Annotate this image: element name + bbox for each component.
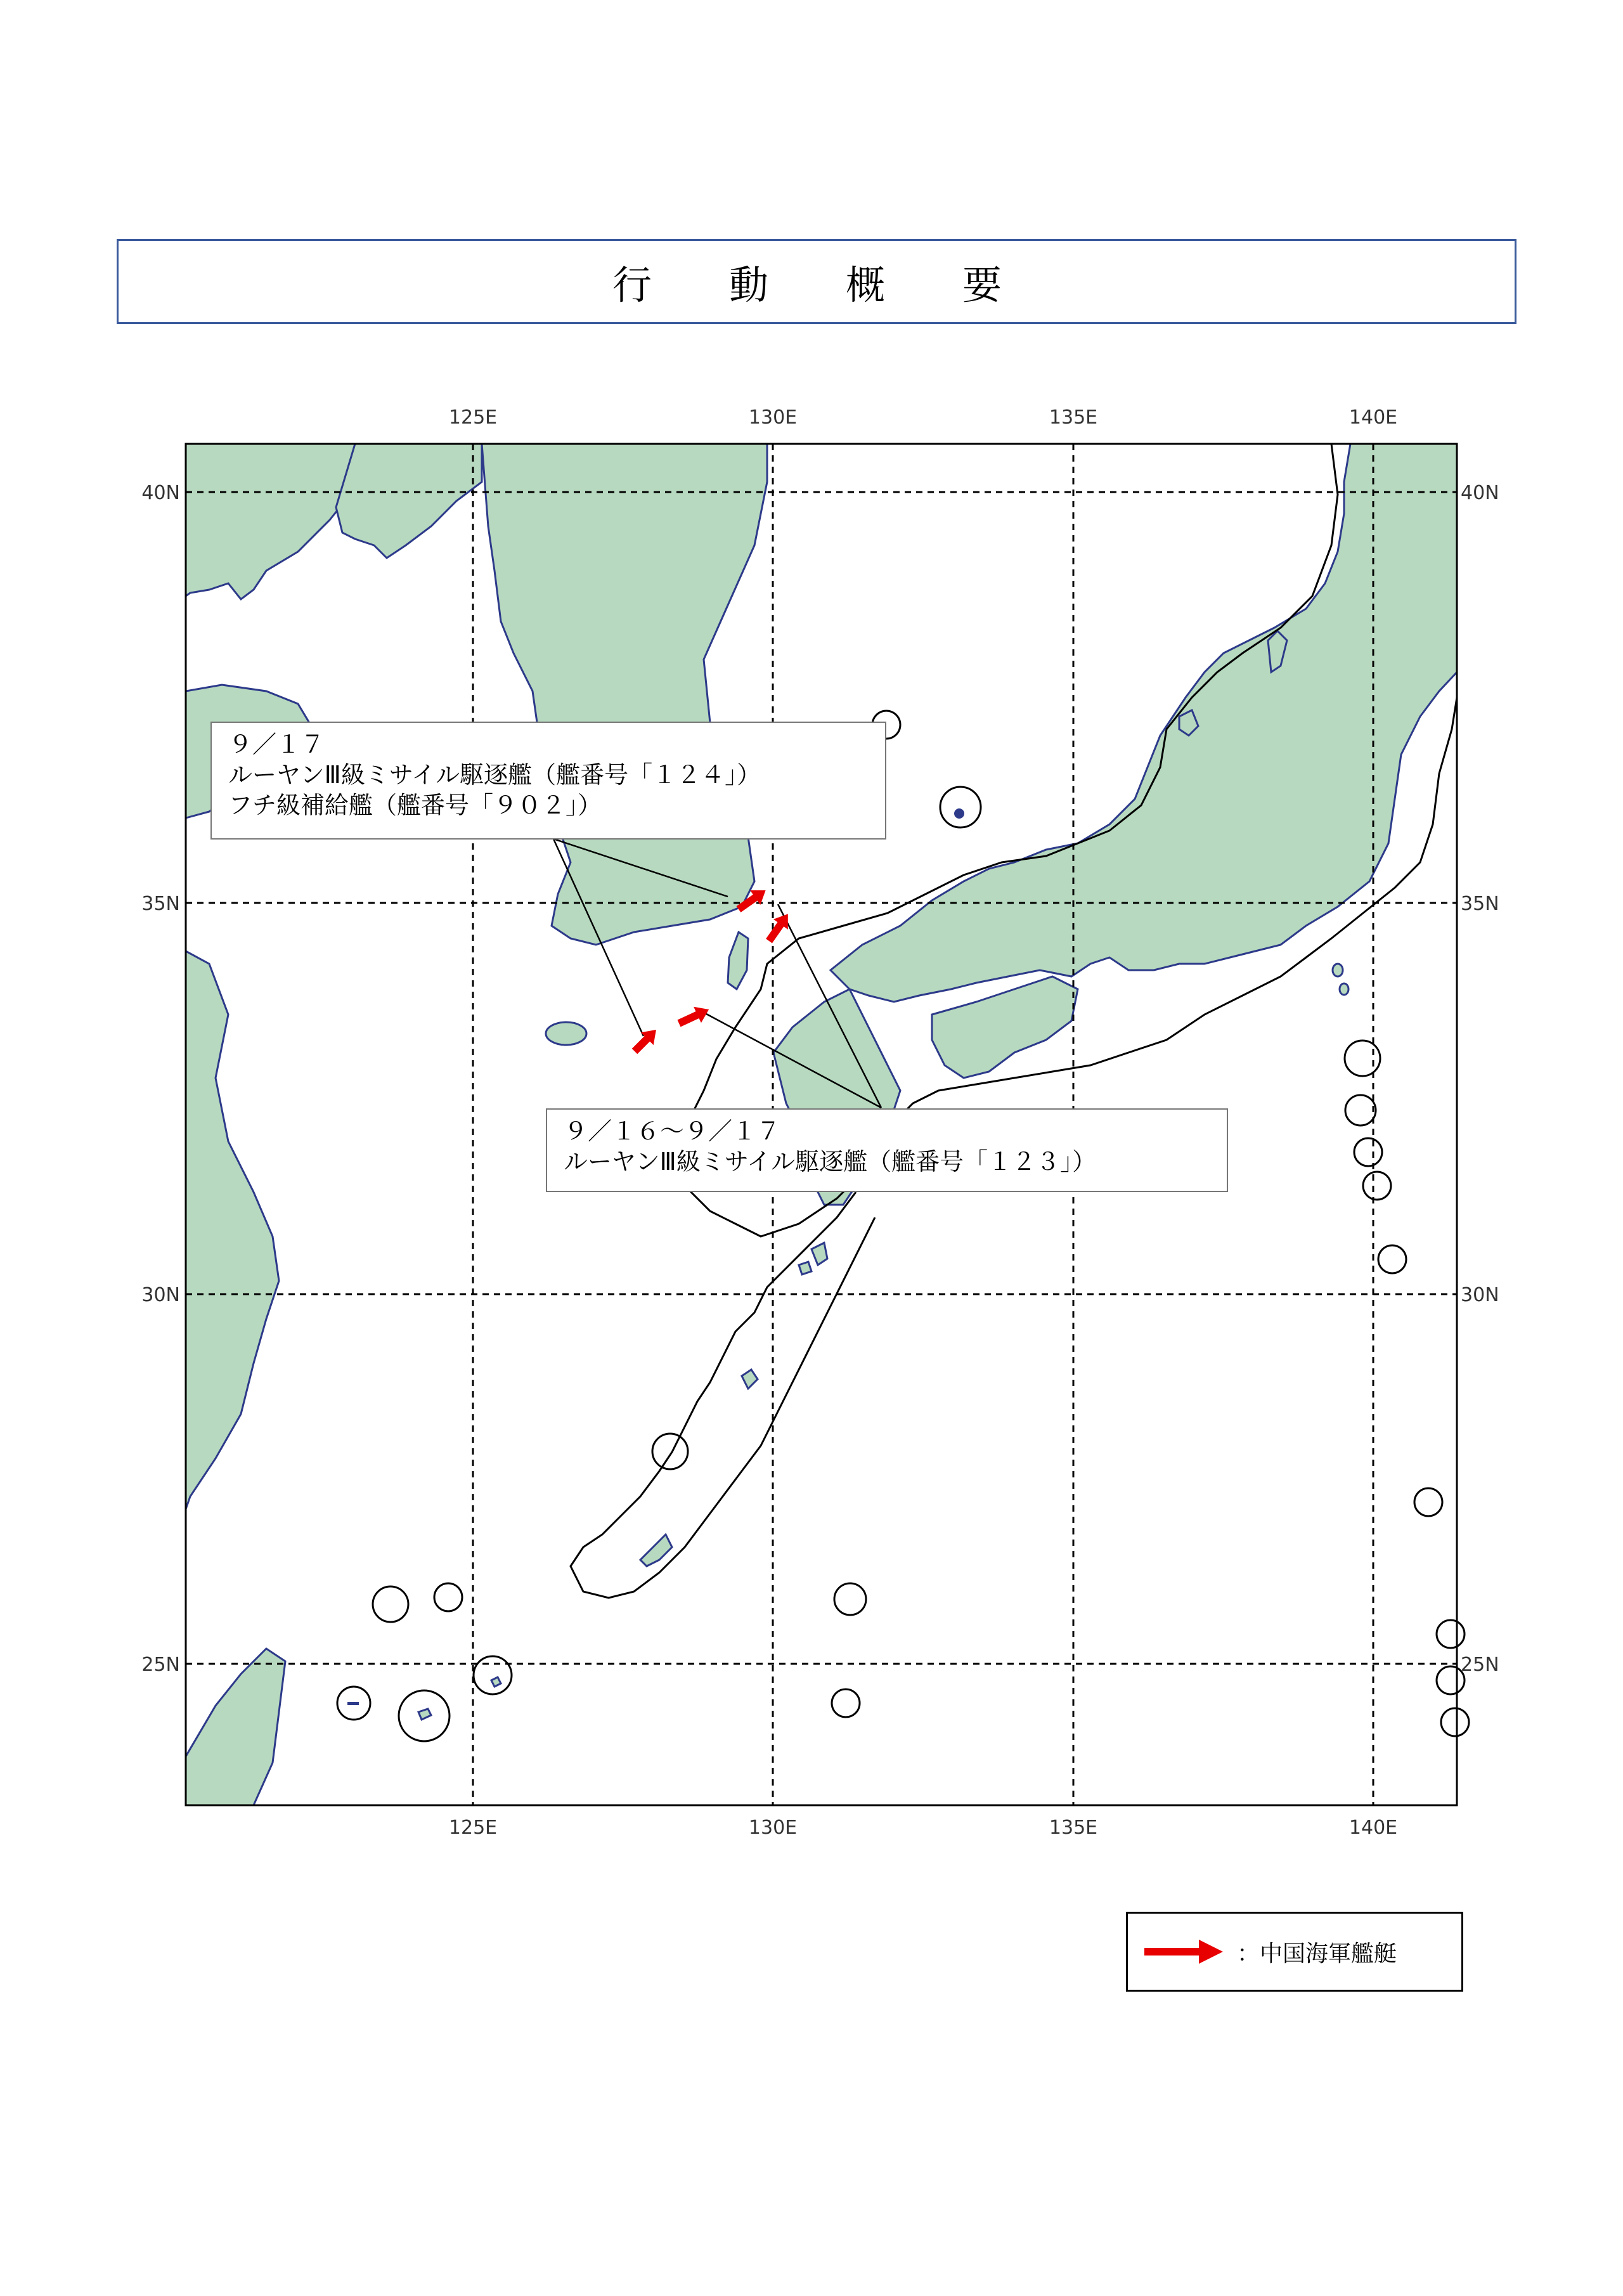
lon-label-top-135: 135E: [1049, 406, 1098, 429]
lat-label-right-30: 30N: [1461, 1284, 1499, 1306]
red-arrow-icon: [1143, 1936, 1225, 1968]
lon-label-top-140: 140E: [1348, 406, 1398, 429]
lat-label-left-30: 30N: [141, 1284, 180, 1306]
page-title: 行 動 概 要: [612, 261, 1021, 308]
land-oki: [954, 808, 964, 819]
lon-label-top-125: 125E: [448, 406, 498, 429]
lat-label-left-40: 40N: [141, 482, 180, 504]
callout-9-16-17: [546, 1108, 1228, 1192]
callout-9-17-line-2: ルーヤンⅢ級ミサイル駆逐艦（艦番号「１２４」）: [228, 761, 761, 789]
callout-9-17: [210, 722, 886, 840]
lon-label-bottom-130: 130E: [748, 1817, 798, 1839]
callout-9-17-line-3: フチ級補給艦（艦番号「９０２」）: [228, 791, 602, 819]
lat-label-right-25: 25N: [1461, 1654, 1499, 1676]
lat-label-left-35: 35N: [141, 893, 180, 915]
land-izu-2: [1340, 983, 1348, 995]
lon-label-bottom-125: 125E: [448, 1817, 498, 1839]
land-yonaguni: [347, 1702, 359, 1705]
legend-label: ：中国海軍艦艇: [1237, 1940, 1397, 1967]
lat-label-right-35: 35N: [1461, 893, 1499, 915]
legend: [1126, 1912, 1463, 1992]
callout-9-16-17-line-2: ルーヤンⅢ級ミサイル駆逐艦（艦番号「１２３」）: [564, 1148, 1097, 1176]
lon-label-top-130: 130E: [748, 406, 798, 429]
land-miyako: [491, 1677, 501, 1687]
lat-label-right-40: 40N: [1461, 482, 1499, 504]
lon-label-bottom-140: 140E: [1348, 1817, 1398, 1839]
callout-9-16-17-line-1: ９／１６～９／１７: [564, 1117, 781, 1145]
lon-label-bottom-135: 135E: [1049, 1817, 1098, 1839]
land-izu-1: [1333, 964, 1343, 976]
lat-label-left-25: 25N: [141, 1654, 180, 1676]
land-yakushima: [799, 1262, 812, 1274]
land-jeju: [546, 1022, 586, 1045]
callout-9-17-line-1: ９／１７: [228, 730, 325, 758]
